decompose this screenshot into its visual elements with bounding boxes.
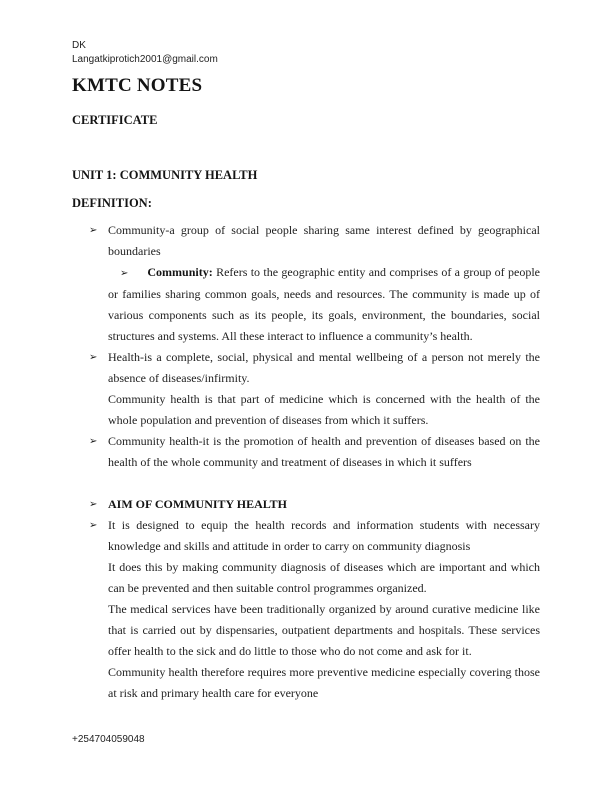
page-title: KMTC NOTES xyxy=(72,75,203,96)
sub-item-lead: Community: xyxy=(147,265,213,279)
definition-heading: DEFINITION: xyxy=(72,196,152,210)
list-item-text: Health-is a complete, social, physical and mental wellbeing of a person not merely the absence of diseases/infirmity. xyxy=(108,350,540,385)
arrow-bullet-icon: ➢ xyxy=(89,499,98,510)
list-item xyxy=(72,220,540,262)
continuation-paragraph: It does this by making community diagnosis of diseases which are important and which can be prevented and then suitable control programmes organized. xyxy=(108,560,540,595)
arrow-bullet-icon: ➢ xyxy=(120,268,129,279)
document-header xyxy=(72,39,540,67)
definition-list xyxy=(72,220,540,704)
list-item xyxy=(72,431,540,473)
list-item xyxy=(72,515,540,557)
author-initials: DK xyxy=(72,40,86,51)
list-item xyxy=(72,347,540,389)
continuation-paragraph: Community health is that part of medicine which is concerned with the health of the whole population and prevention of diseases from which it suffers. xyxy=(108,392,540,427)
footer-phone: +254704059048 xyxy=(72,734,145,745)
sub-item-text: Refers to the geographic entity and comprises of a group of people or families sharing common goals, needs and resources. The community is made up of various components such as its people, its goals, environment, the boundaries, social structures and systems. All these interact to influence a community’s health. xyxy=(108,265,540,343)
list-item-heading xyxy=(72,494,540,515)
list-item-text: Community health-it is the promotion of health and prevention of diseases based on the health of the whole community and treatment of diseases in which it suffers xyxy=(108,434,540,469)
list-item-text: Community-a group of social people sharing same interest defined by geographical boundaries xyxy=(108,223,540,258)
sub-list-item xyxy=(72,262,540,347)
list-item-text: It is designed to equip the health records and information students with necessary knowledge and skills and attitude in order to carry on community diagnosis xyxy=(108,518,540,553)
arrow-bullet-icon: ➢ xyxy=(89,436,98,447)
arrow-bullet-icon: ➢ xyxy=(89,520,98,531)
arrow-bullet-icon: ➢ xyxy=(89,352,98,363)
author-email: Langatkiprotich2001@gmail.com xyxy=(72,54,218,65)
continuation-paragraph: Community health therefore requires more preventive medicine especially covering those at risk and primary health care for everyone xyxy=(108,665,540,700)
arrow-bullet-icon: ➢ xyxy=(89,225,98,236)
blank-line xyxy=(72,473,540,494)
continuation-paragraph: The medical services have been traditionally organized by around curative medicine like that is carried out by dispensaries, outpatient departments and hospitals. These services offer health to the sick and do little to those who do not come and ask for it. xyxy=(108,602,540,658)
unit-heading: UNIT 1: COMMUNITY HEALTH xyxy=(72,168,258,182)
certificate-heading: CERTIFICATE xyxy=(72,113,158,127)
list-item-heading-text: AIM OF COMMUNITY HEALTH xyxy=(108,497,288,511)
